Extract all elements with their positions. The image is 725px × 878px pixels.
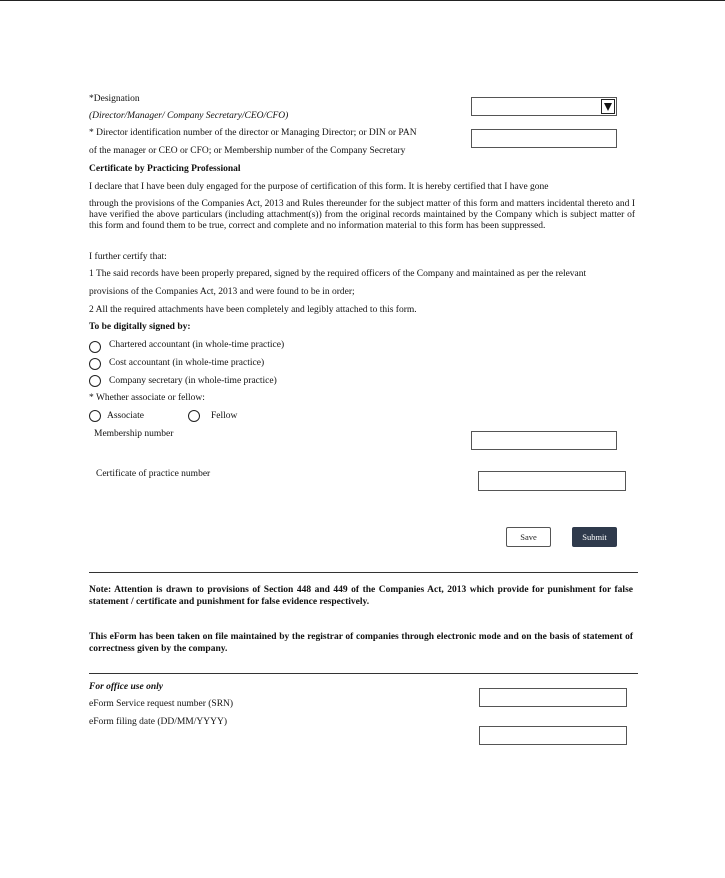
note-text: Note: Attention is drawn to provisions of Section 448 and 449 of the Companies Act, 2013 which provide for punishment for false statement / certificate and punishment for false evidence respectively.: [89, 585, 633, 607]
cop-number-input[interactable]: [478, 471, 626, 491]
filing-date-input[interactable]: [479, 726, 627, 745]
fellow-label: Fellow: [211, 411, 238, 421]
certify-item-2: 2 All the required attachments have been completely and legibly attached to this form.: [89, 305, 417, 315]
din-input[interactable]: [471, 129, 617, 148]
certify-item-1a: 1 The said records have been properly prepared, signed by the required officers of the Company and maintained as per the relevant: [89, 269, 587, 279]
signing-title: To be digitally signed by:: [89, 322, 191, 332]
certificate-title: Certificate by Practicing Professional: [89, 164, 241, 174]
srn-input[interactable]: [479, 688, 627, 707]
option-chartered-accountant: Chartered accountant (in whole-time practice): [109, 340, 285, 350]
radio-cost-accountant[interactable]: [89, 358, 101, 370]
radio-chartered-accountant[interactable]: [89, 341, 101, 353]
cop-number-label: Certificate of practice number: [96, 469, 211, 479]
efile-text: This eForm has been taken on file maintained by the registrar of companies through electronic mode and on the basis of statement of correctness given by the company.: [89, 632, 633, 654]
top-border: [0, 0, 725, 1]
office-use-title: For office use only: [89, 682, 163, 692]
submit-button[interactable]: Submit: [572, 527, 617, 547]
membership-number-input[interactable]: [471, 431, 617, 450]
associate-fellow-question: * Whether associate or fellow:: [89, 393, 205, 403]
divider-1: [89, 572, 638, 573]
save-button[interactable]: Save: [506, 527, 551, 547]
option-cost-accountant: Cost accountant (in whole-time practice): [109, 358, 265, 368]
din-label-line2: of the manager or CEO or CFO; or Membership number of the Company Secretary: [89, 146, 406, 156]
designation-hint: (Director/Manager/ Company Secretary/CEO/CFO): [89, 111, 289, 121]
membership-number-label: Membership number: [94, 429, 174, 439]
certify-item-1b: provisions of the Companies Act, 2013 and were found to be in order;: [89, 287, 355, 297]
dropdown-arrow-icon[interactable]: [601, 99, 615, 114]
radio-fellow[interactable]: [188, 410, 200, 422]
din-label-line1: * Director identification number of the director or Managing Director; or DIN or PAN: [89, 128, 417, 138]
designation-label: *Designation: [89, 94, 140, 104]
srn-label: eForm Service request number (SRN): [89, 699, 234, 709]
filing-date-label: eForm filing date (DD/MM/YYYY): [89, 717, 227, 727]
designation-select[interactable]: [471, 97, 617, 116]
option-company-secretary: Company secretary (in whole-time practice): [109, 376, 277, 386]
certificate-declaration: I declare that I have been duly engaged for the purpose of certification of this form. It is hereby certified that I have gone: [89, 182, 549, 192]
radio-company-secretary[interactable]: [89, 375, 101, 387]
divider-2: [89, 673, 638, 674]
associate-label: Associate: [107, 411, 144, 421]
certificate-paragraph: through the provisions of the Companies Act, 2013 and Rules thereunder for the subject matter of this form and matters incidental thereto and I have verified the above particulars (including attachment(s)) from the original records maintained by the Company which is subject matter of this form and found them to be true, correct and complete and no information material to this form has been suppressed.: [89, 199, 635, 232]
radio-associate[interactable]: [89, 410, 101, 422]
further-certify: I further certify that:: [89, 252, 167, 262]
